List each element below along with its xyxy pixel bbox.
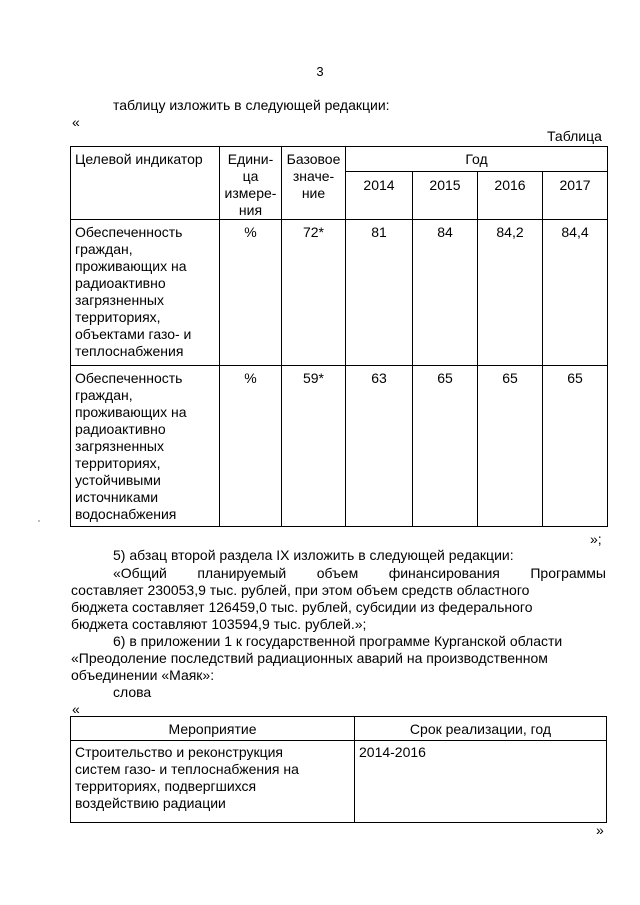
header-year-2017: 2017 — [543, 172, 608, 220]
base-cell: 72* — [282, 220, 346, 366]
value-cell: 65 — [413, 366, 478, 527]
paragraph-5: 5) абзац второй раздела IX изложить в следующей редакции: — [113, 547, 514, 563]
term-cell: 2014-2016 — [355, 741, 607, 823]
value-cell: 63 — [346, 366, 413, 527]
value-cell: 84,4 — [543, 220, 608, 366]
value-cell: 81 — [346, 220, 413, 366]
indicator-cell: Обеспеченность граждан, проживающих на радиоактивно загрязненных территориях, устойчивыми источниками водоснабжения — [71, 366, 220, 527]
open-quote: « — [72, 114, 80, 130]
events-table — [70, 716, 607, 823]
header-year: Год — [346, 147, 608, 172]
close-quote: »; — [590, 531, 602, 547]
value-cell: 84 — [413, 220, 478, 366]
table-row — [71, 741, 607, 823]
event-cell: Строительство и реконструкция систем газо- и теплоснабжения на территориях, подвергшихся воздействию радиации — [71, 741, 355, 823]
base-cell: 59* — [282, 366, 346, 527]
header-year-2016: 2016 — [478, 172, 543, 220]
header-event: Мероприятие — [71, 717, 355, 741]
header-year-2015: 2015 — [413, 172, 478, 220]
close-quote-2: » — [596, 822, 604, 838]
quote-line-4: бюджета составляют 103594,9 тыс. рублей.»; — [71, 616, 367, 632]
header-indicator: Целевой индикатор — [71, 147, 220, 220]
quote-line-3: бюджета составляет 126459,0 тыс. рублей, субсидии из федерального — [71, 599, 533, 615]
paragraph-6-line-1: 6) в приложении 1 к государственной программе Курганской области — [113, 633, 563, 649]
value-cell: 65 — [478, 366, 543, 527]
quote-line-2: составляет 230053,9 тыс. рублей, при этом объем средств областного — [71, 582, 530, 598]
paragraph-6-line-2: «Преодоление последствий радиационных аварий на производственном — [71, 650, 548, 666]
header-unit: Едини- ца измере- ния — [220, 147, 282, 220]
page-number: 3 — [316, 64, 324, 79]
quote-line-1: «Общий планируемый объем финансирования Программы — [113, 565, 606, 581]
open-quote-2: « — [72, 701, 80, 717]
table-caption: Таблица — [547, 128, 602, 144]
unit-cell: % — [220, 366, 282, 527]
value-cell: 65 — [543, 366, 608, 527]
indicator-table — [70, 146, 608, 527]
header-term: Срок реализации, год — [355, 717, 607, 741]
table-row — [71, 220, 608, 366]
scan-speck — [38, 520, 40, 522]
words-label: слова — [113, 684, 152, 700]
unit-cell: % — [220, 220, 282, 366]
intro-text: таблицу изложить в следующей редакции: — [113, 97, 390, 113]
header-base: Базовое значе- ние — [282, 147, 346, 220]
value-cell: 84,2 — [478, 220, 543, 366]
indicator-cell: Обеспеченность граждан, проживающих на радиоактивно загрязненных территориях, объектами газо- и теплоснабжения — [71, 220, 220, 366]
table-row — [71, 366, 608, 527]
header-year-2014: 2014 — [346, 172, 413, 220]
paragraph-6-line-3: объединении «Маяк»: — [71, 667, 215, 683]
